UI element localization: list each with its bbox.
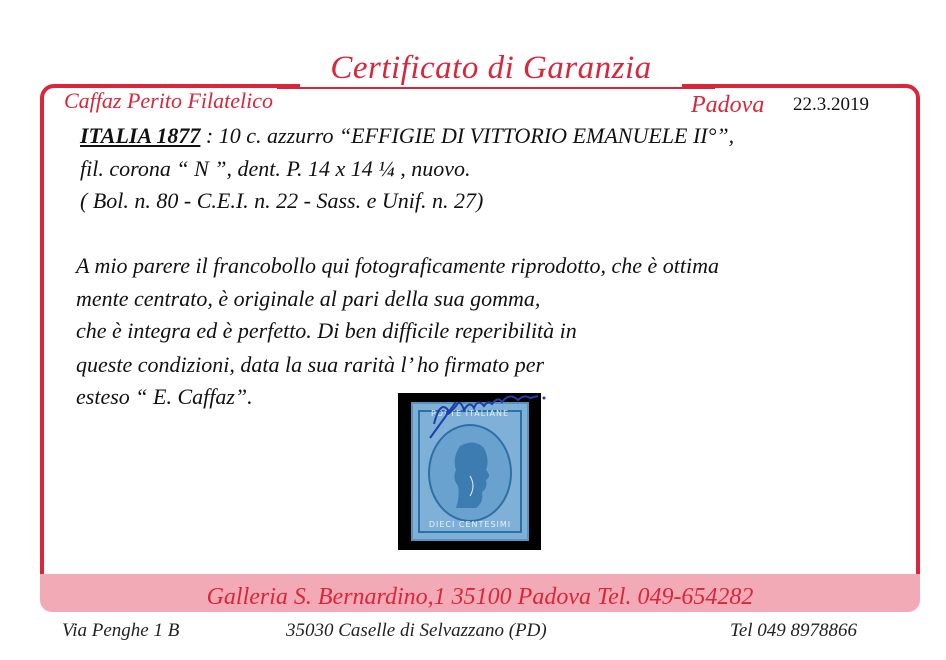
address-phone: Tel 049 8978866	[730, 620, 858, 641]
opinion-line-2: mente centrato, è originale al pari della sua gomma,	[76, 286, 541, 311]
stamp-value-inscription: DIECI CENTESIMI	[428, 520, 512, 529]
certificate-title: Certificato di Garanzia	[300, 50, 682, 87]
stamp-top-inscription: POSTE ITALIANE	[430, 409, 510, 418]
certificate-city: Padova	[688, 92, 767, 119]
opinion-line-1: A mio parere il francobollo qui fotograficamente riprodotto, che è ottima	[76, 253, 720, 278]
stamp-description-line-1	[80, 123, 734, 149]
stamp-country: ITALIA 1877	[80, 123, 201, 148]
opinion-line-3: che è integra ed è perfetto. Di ben difficile reperibilità in	[76, 318, 577, 343]
address-city: 35030 Caselle di Selvazzano (PD)	[286, 620, 547, 641]
address-street: Via Penghe 1 B	[62, 620, 180, 641]
certificate-date: 22.3.2019	[790, 94, 872, 116]
stamp-catalog-refs: ( Bol. n. 80 - C.E.I. n. 22 - Sass. e Unif. n. 27)	[80, 188, 484, 213]
opinion-line-4: queste condizioni, data la sua rarità l’ ho firmato per	[76, 352, 545, 377]
king-portrait-icon	[430, 426, 510, 520]
opinion-line-5: esteso “ E. Caffaz”.	[76, 384, 253, 409]
expert-signature	[426, 380, 566, 440]
expert-name: Caffaz Perito Filatelico	[60, 88, 277, 114]
stamp-description-text: : 10 c. azzurro “EFFIGIE DI VITTORIO EMANUELE II°”,	[200, 123, 735, 148]
gallery-address: Galleria S. Bernardino,1 35100 Padova Tel. 049-654282	[206, 584, 754, 610]
stamp-description-line-2: fil. corona “ N ”, dent. P. 14 x 14 ¼ , nuovo.	[80, 156, 471, 181]
